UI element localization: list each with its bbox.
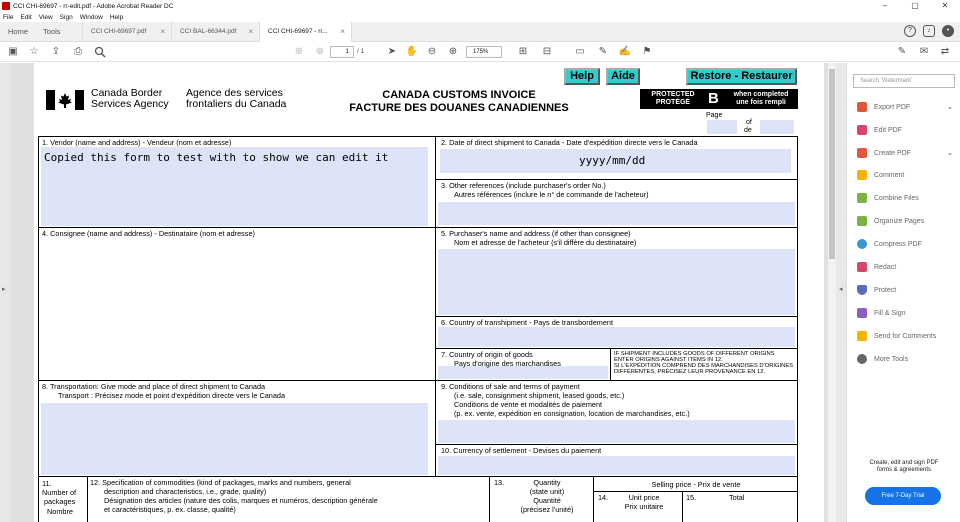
consignee-label: 4. Consignee (name and address) - Destinataire (nom et adresse) <box>42 229 255 238</box>
tools-panel <box>846 63 960 522</box>
origin-note-2: ENTER ORIGINS AGAINST ITEMS IN 12. <box>614 357 723 363</box>
canada-flag-icon <box>46 90 84 110</box>
row-line-4-8 <box>38 380 798 381</box>
conditions-of-sale-label: 9. Conditions of sale and terms of payment <box>441 382 580 391</box>
agency-en-line2: Services Agency <box>91 98 169 110</box>
document-viewport[interactable] <box>10 63 828 522</box>
chevron-down-icon[interactable]: ⌄ <box>947 104 953 111</box>
select-cursor-icon[interactable]: ➤ <box>387 46 397 57</box>
promo-line-2: forms & agreements <box>876 467 932 473</box>
tool-protect[interactable] <box>857 283 957 297</box>
upload-icon[interactable]: ⇪ <box>51 46 61 57</box>
packages-label-2: packages <box>44 497 76 506</box>
line-selling-price <box>593 491 798 492</box>
unit-price-label-fr: Prix unitaire <box>624 502 664 511</box>
tool-export-pdf[interactable] <box>857 100 957 114</box>
protected-b-banner <box>640 89 798 109</box>
form-title <box>334 89 584 115</box>
purchaser-label: 5. Purchaser's name and address (if other than consignee) <box>441 229 631 238</box>
conditions-of-sale-example-fr: (p. ex. vente, expédition en consignation, location de marchandises, etc.) <box>454 409 690 418</box>
unit-price-number-label: 14. <box>598 493 609 502</box>
origin-note-1: IF SHIPMENT INCLUDES GOODS OF DIFFERENT ORIGINS <box>614 351 775 357</box>
comment-tool-icon <box>857 170 867 180</box>
protected-label-fr: PROTÉGÉ <box>655 99 691 106</box>
tool-fill-sign[interactable] <box>857 306 957 320</box>
notifications-icon[interactable]: ♪ <box>923 25 935 37</box>
protected-letter: B <box>708 90 719 107</box>
restore-button[interactable]: Restore - Restaurer <box>686 68 797 85</box>
zoom-level-select[interactable]: 175% <box>466 46 502 58</box>
row-line-6-7 <box>435 348 798 349</box>
page-number-field[interactable] <box>707 120 737 134</box>
menu-edit[interactable]: Edit <box>20 13 32 21</box>
help-button[interactable]: Help <box>564 68 600 85</box>
country-transhipment-label: 6. Country of transhipment - Pays de transbordement <box>441 318 613 327</box>
window-title-bar <box>0 0 960 12</box>
page-total: / 1 <box>357 48 365 55</box>
country-origin-label: 7. Country of origin of goods <box>441 350 533 359</box>
tools-search-input[interactable]: Search 'Watermark' <box>853 74 955 88</box>
export-pdf-icon <box>857 102 867 112</box>
divider-7-note <box>610 348 611 380</box>
stamp-icon[interactable]: ⚑ <box>642 46 652 57</box>
tab-document-1[interactable] <box>82 22 172 42</box>
send-for-comments-icon <box>857 331 867 341</box>
toolbar <box>0 42 960 62</box>
transportation-field[interactable] <box>41 403 428 475</box>
account-icon[interactable]: • <box>942 25 954 37</box>
tool-organize-pages[interactable] <box>857 214 957 228</box>
scrollbar-thumb[interactable] <box>829 69 835 259</box>
tool-label: Compress PDF <box>874 240 922 248</box>
transportation-label: 8. Transportation: Give mode and place of direct shipment to Canada <box>42 382 266 391</box>
currency-label: 10. Currency of settlement - Devises du paiement <box>441 446 602 455</box>
aide-button[interactable]: Aide <box>606 68 640 85</box>
conditions-of-sale-field[interactable] <box>438 420 795 443</box>
tool-edit-pdf[interactable] <box>857 123 957 137</box>
row-line-2-3 <box>435 179 798 180</box>
create-pdf-icon <box>857 148 867 158</box>
zoom-out-icon[interactable]: ⊖ <box>427 46 437 57</box>
packages-label-3: Nombre <box>47 507 73 516</box>
packages-label-1: Number of <box>42 488 77 497</box>
tool-compress-pdf[interactable] <box>857 237 957 251</box>
agency-en-line1: Canada Border <box>91 87 163 99</box>
form-title-fr: FACTURE DES DOUANES CANADIENNES <box>349 102 569 114</box>
quantity-label-group <box>504 478 590 514</box>
bookmark-star-icon[interactable]: ☆ <box>29 46 39 57</box>
purchaser-field[interactable] <box>438 249 795 315</box>
other-references-label: 3. Other references (include purchaser's order No.) <box>441 181 606 190</box>
row-line-9-10 <box>435 444 798 445</box>
tool-send-for-comments[interactable] <box>857 329 957 343</box>
transportation-label-fr: Transport : Précisez mode et point d'expédition directe vers le Canada <box>58 391 286 400</box>
close-tab-icon[interactable]: × <box>160 27 165 36</box>
vendor-field-value: Copied this form to test with to show we can edit it <box>44 151 389 164</box>
tool-label: Create PDF <box>874 149 911 157</box>
tool-label: Export PDF <box>874 103 911 111</box>
help-icon[interactable]: ? <box>904 25 916 37</box>
tool-label: Fill & Sign <box>874 309 906 317</box>
menu-help[interactable]: Help <box>109 13 124 21</box>
agency-fr-line2: frontaliers du Canada <box>186 98 287 110</box>
form-border-top <box>38 136 798 137</box>
page-label: Page <box>706 112 723 119</box>
divider-11-12 <box>87 476 88 522</box>
tool-label: Organize Pages <box>874 217 925 225</box>
maximize-button[interactable]: ▢ <box>911 1 919 10</box>
of-label: of <box>746 119 752 126</box>
collapse-right-arrow-icon: ◂ <box>839 286 843 293</box>
combine-files-icon <box>857 193 867 203</box>
window-controls <box>870 0 960 12</box>
tool-label: Combine Files <box>874 194 919 202</box>
vendor-label: 1. Vendor (name and address) - Vendeur (nom et adresse) <box>42 138 232 147</box>
commodities-label: 12. Specification of commodities (kind of packages, marks and numbers, general <box>90 478 351 487</box>
protected-label-en: PROTECTED <box>651 91 695 98</box>
shield-icon <box>857 285 867 295</box>
total-label: Total <box>729 493 745 502</box>
close-tab-icon[interactable]: × <box>248 27 253 36</box>
page-number-input[interactable]: 1 <box>330 46 354 58</box>
quantity-number-label: 13. <box>494 478 505 487</box>
chevron-down-icon[interactable]: ⌄ <box>947 150 953 157</box>
agency-fr-line1: Agence des services <box>186 87 283 99</box>
account-icons <box>904 25 954 37</box>
minimize-button[interactable]: – <box>882 1 888 10</box>
tool-label: Edit PDF <box>874 126 903 134</box>
tool-create-pdf[interactable] <box>857 146 957 160</box>
highlight-pen-icon[interactable]: ✎ <box>598 46 608 57</box>
packages-number-label: 11. <box>42 479 52 488</box>
agency-name-fr <box>186 88 286 110</box>
row-line-5-6 <box>435 316 798 317</box>
tool-label: Protect <box>874 286 897 294</box>
quantity-unit-label: (state unit) <box>529 487 565 496</box>
conditions-of-sale-label-fr: Conditions de vente et modalités de paiement <box>454 400 603 409</box>
unit-price-label: Unit price <box>628 493 660 502</box>
tab-document-2[interactable] <box>172 22 260 42</box>
tool-comment[interactable] <box>857 168 957 182</box>
tool-label: Redact <box>874 263 897 271</box>
de-label: de <box>744 127 752 134</box>
row-line-3-5 <box>435 227 798 228</box>
row-line-1-4 <box>38 227 436 228</box>
free-trial-button[interactable]: Free 7-Day Trial <box>865 487 941 505</box>
right-pane-toggle[interactable] <box>836 63 846 522</box>
fit-page-icon[interactable]: ⊞ <box>518 46 528 57</box>
tab-home[interactable]: Home <box>8 27 29 36</box>
tool-label: More Tools <box>874 355 909 363</box>
protected-label <box>644 91 702 107</box>
next-page-icon[interactable]: ⊕ <box>315 46 325 57</box>
edit-pdf-icon <box>857 125 867 135</box>
form-border-right <box>797 136 798 522</box>
form-divider-middle <box>435 136 436 476</box>
tab-bar <box>0 22 960 42</box>
country-transhipment-field[interactable] <box>438 327 795 347</box>
divider-12-13 <box>489 476 490 522</box>
currency-field[interactable] <box>438 456 795 475</box>
country-origin-label-fr: Pays d'origine des marchandises <box>454 359 561 368</box>
fill-sign-tool-icon <box>857 308 867 318</box>
menu-window[interactable]: Window <box>79 13 103 21</box>
menu-file[interactable]: File <box>3 13 14 21</box>
organize-pages-icon <box>857 216 867 226</box>
when-completed-label <box>728 91 794 107</box>
expand-left-arrow-icon: ▸ <box>2 286 6 293</box>
when-completed-fr: une fois rempli <box>736 99 786 106</box>
trial-promo-text <box>853 460 955 474</box>
conditions-of-sale-example: (i.e. sale, consignment shipment, leased goods, etc.) <box>454 391 625 400</box>
more-tools-icon <box>857 354 867 364</box>
comment-icon[interactable]: ▭ <box>575 46 585 57</box>
compress-pdf-icon <box>857 239 867 249</box>
commodities-label-fr: Désignation des articles (nature des colis, marques et numéros, description générale <box>104 496 378 505</box>
purchaser-label-fr: Nom et adresse de l'acheteur (s'il diffère du destinataire) <box>454 238 637 247</box>
form-border-left <box>38 136 39 522</box>
page-total-field[interactable] <box>760 120 794 134</box>
when-completed-en: when completed <box>733 91 789 98</box>
quantity-label-fr: Quantité <box>533 496 561 505</box>
share-email-icon[interactable]: ✉ <box>919 46 929 57</box>
tab-tools[interactable]: Tools <box>43 27 61 36</box>
tab-document-label: CCI BAL-66344.pdf <box>180 28 237 35</box>
redact-icon <box>857 262 867 272</box>
window-title: CCI CHI-69697 - rr-edit.pdf - Adobe Acrobat Reader DC <box>13 2 174 10</box>
save-icon[interactable]: ▣ <box>8 46 18 57</box>
tool-label: Comment <box>874 171 905 179</box>
agency-name-en <box>91 88 169 110</box>
acrobat-app-icon <box>2 2 10 10</box>
menu-view[interactable]: View <box>38 13 53 21</box>
unit-price-label-group <box>609 493 679 511</box>
menu-sign[interactable]: Sign <box>59 13 73 21</box>
menu-bar <box>0 12 960 22</box>
date-of-shipment-label: 2. Date of direct shipment to Canada - Date d'expédition directe vers le Canada <box>441 138 698 147</box>
origin-note-3: SI L'EXPÉDITION COMPREND DES MARCHANDISES D'ORIGINES <box>614 363 794 369</box>
total-number-label: 15. <box>686 493 697 502</box>
tool-redact[interactable] <box>857 260 957 274</box>
close-window-button[interactable]: ✕ <box>941 1 949 10</box>
form-title-en: CANADA CUSTOMS INVOICE <box>382 89 536 101</box>
fill-sign-icon[interactable]: ✎ <box>897 46 907 57</box>
tool-more-tools[interactable] <box>857 352 957 366</box>
commodities-label-2: description and characteristics, i.e., grade, quality) <box>104 487 267 496</box>
left-pane-toggle[interactable] <box>0 63 10 522</box>
other-references-field[interactable] <box>438 202 795 225</box>
previous-page-icon[interactable]: ⊕ <box>294 46 304 57</box>
tool-label: Send for Comments <box>874 332 937 340</box>
other-references-label-fr: Autres références (inclure le n° de commande de l'acheteur) <box>454 190 649 199</box>
divider-14-15 <box>682 491 683 522</box>
close-tab-icon[interactable]: × <box>340 27 345 36</box>
zoom-in-icon[interactable]: ⊕ <box>448 46 458 57</box>
row-line-8-11 <box>38 476 798 477</box>
quantity-label: Quantity <box>533 478 561 487</box>
selling-price-label: Selling price - Prix de vente <box>651 480 741 489</box>
vertical-scrollbar[interactable] <box>828 63 836 522</box>
search-icon[interactable] <box>93 45 107 59</box>
print-icon[interactable]: ⎙ <box>74 46 82 57</box>
hand-tool-icon[interactable]: ✋ <box>405 46 419 57</box>
origin-note-4: DIFFÉRENTES, PRÉCISEZ LEUR PROVENANCE EN 12. <box>614 369 766 375</box>
share-link-icon[interactable]: ⇄ <box>940 46 950 57</box>
sign-icon[interactable]: ✍ <box>618 46 632 57</box>
quantity-unit-label-fr: (précisez l'unité) <box>520 505 574 514</box>
pdf-page <box>34 63 824 522</box>
promo-line-1: Create, edit and sign PDF <box>869 460 939 466</box>
date-of-shipment-value: yyyy/mm/dd <box>579 154 646 167</box>
scroll-mode-icon[interactable]: ⊟ <box>542 46 552 57</box>
tab-document-label: CCI CHI-69697 - rr... <box>268 28 328 35</box>
commodities-label-fr-2: et caractéristiques, p. ex. classe, qualité) <box>104 505 236 514</box>
tab-document-3[interactable] <box>260 22 352 42</box>
tab-document-label: CCI CHI-69697.pdf <box>91 28 147 35</box>
tool-combine-files[interactable] <box>857 191 957 205</box>
